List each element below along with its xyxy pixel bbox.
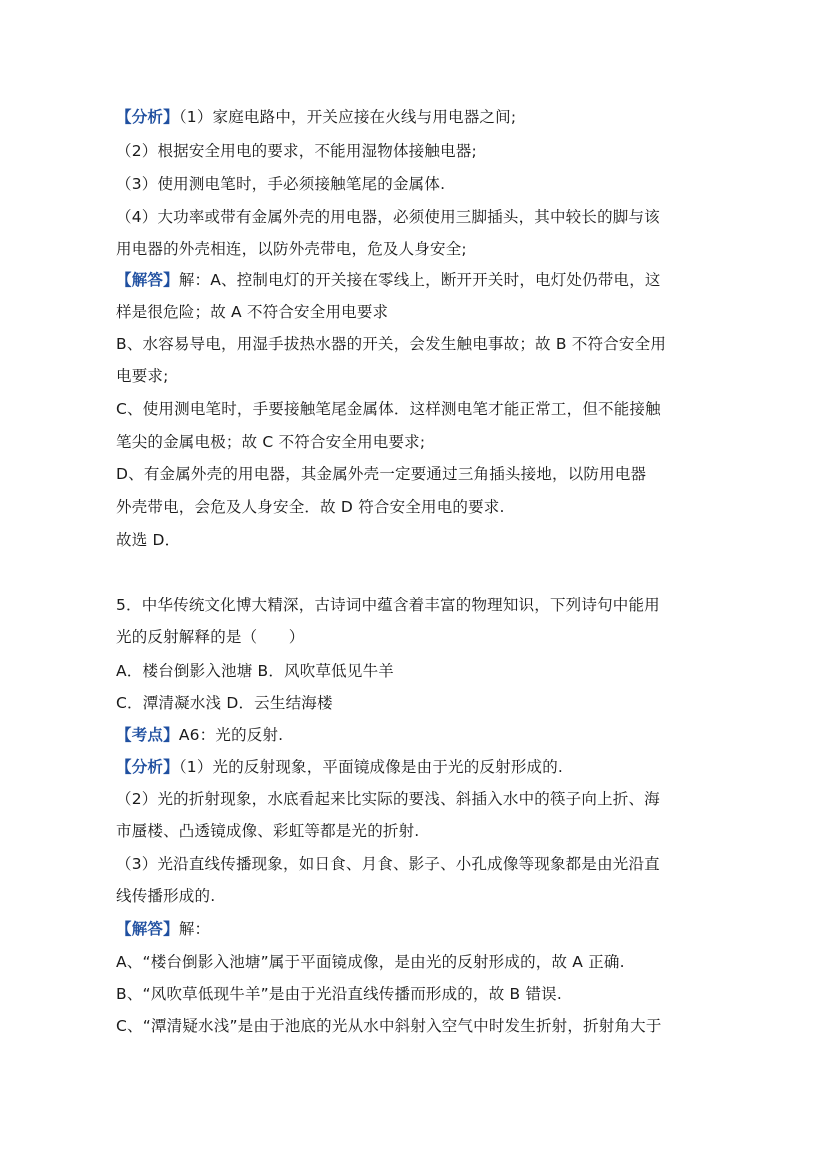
q5-analysis-line-3b: 线传播形成的. [116, 887, 216, 905]
choice-line: 故选 D． [116, 531, 181, 549]
answer-text: 解：A、控制电灯的开关接在零线上，断开开关时，电灯处仍带电，这 [178, 271, 661, 289]
q5-answer-c: C、“潭清疑水浅”是由于池底的光从水中斜射入空气中时发生折射，折射角大于 [116, 1017, 662, 1035]
analysis-tag: 【分析】 [116, 108, 179, 126]
answer-tag: 【解答】 [116, 271, 179, 289]
analysis-line-4a: （4）大功率或带有金属外壳的用电器，必须使用三脚插头，其中较长的脚与该 [116, 208, 660, 226]
analysis-line-2: （2）根据安全用电的要求，不能用湿物体接触电器; [116, 142, 477, 160]
q5-analysis-line-3a: （3）光沿直线传播现象，如日食、月食、影子、小孔成像等现象都是由光沿直 [116, 855, 660, 873]
q5-analysis-line-2a: （2）光的折射现象，水底看起来比实际的要浅、斜插入水中的筷子向上折、海 [116, 790, 660, 808]
point-line [116, 724, 827, 746]
analysis-line-1 [116, 106, 827, 128]
q5-analysis-line-2b: 市蜃楼、凸透镜成像、彩虹等都是光的折射. [116, 822, 420, 840]
options-ab: A．楼台倒影入池塘 B．风吹草低见牛羊 [116, 662, 394, 680]
analysis-line-3: （3）使用测电笔时，手必须接触笔尾的金属体. [116, 175, 446, 193]
point-text: A6：光的反射. [178, 726, 284, 744]
answer-line-d2: 外壳带电，会危及人身安全．故 D 符合安全用电的要求. [116, 498, 505, 516]
q5-answer-tag: 【解答】 [116, 920, 179, 938]
answer-line-c1: C、使用测电笔时，手要接触笔尾金属体．这样测电笔才能正常工，但不能接触 [116, 400, 661, 418]
analysis-text: （1）家庭电路中，开关应接在火线与用电器之间; [178, 108, 517, 126]
q5-answer-b: B、“风吹草低现牛羊”是由于光沿直线传播而形成的，故 B 错误. [116, 985, 563, 1003]
q5-answer-intro: 解： [178, 920, 211, 938]
answer-line-c2: 笔尖的金属电极；故 C 不符合安全用电要求; [116, 433, 426, 451]
answer-line-b1: B、水容易导电，用湿手拔热水器的开关，会发生触电事故；故 B 不符合安全用 [116, 335, 667, 353]
answer-line-d1: D、有金属外壳的用电器，其金属外壳一定要通过三角插头接地，以防用电器 [116, 465, 647, 483]
point-tag: 【考点】 [116, 726, 179, 744]
options-cd: C．潭清凝水浅 D．云生结海楼 [116, 694, 333, 712]
analysis-line-4b: 用电器的外壳相连，以防外壳带电，危及人身安全; [116, 240, 467, 258]
question-stem-2: 光的反射解释的是（ ） [116, 628, 305, 646]
q5-analysis-text: （1）光的反射现象，平面镜成像是由于光的反射形成的. [178, 758, 564, 776]
question-stem-1: 5．中华传统文化博大精深，古诗词中蕴含着丰富的物理知识，下列诗句中能用 [116, 596, 660, 614]
q5-analysis-line-1 [116, 756, 827, 778]
answer-line-b2: 电要求; [116, 367, 169, 385]
q5-answer-line [116, 918, 827, 940]
answer-line-a1 [116, 269, 827, 291]
answer-line-a2: 样是很危险；故 A 不符合安全用电要求 [116, 303, 389, 321]
q5-answer-a: A、“楼台倒影入池塘”属于平面镜成像，是由光的反射形成的，故 A 正确. [116, 953, 625, 971]
q5-analysis-tag: 【分析】 [116, 758, 179, 776]
